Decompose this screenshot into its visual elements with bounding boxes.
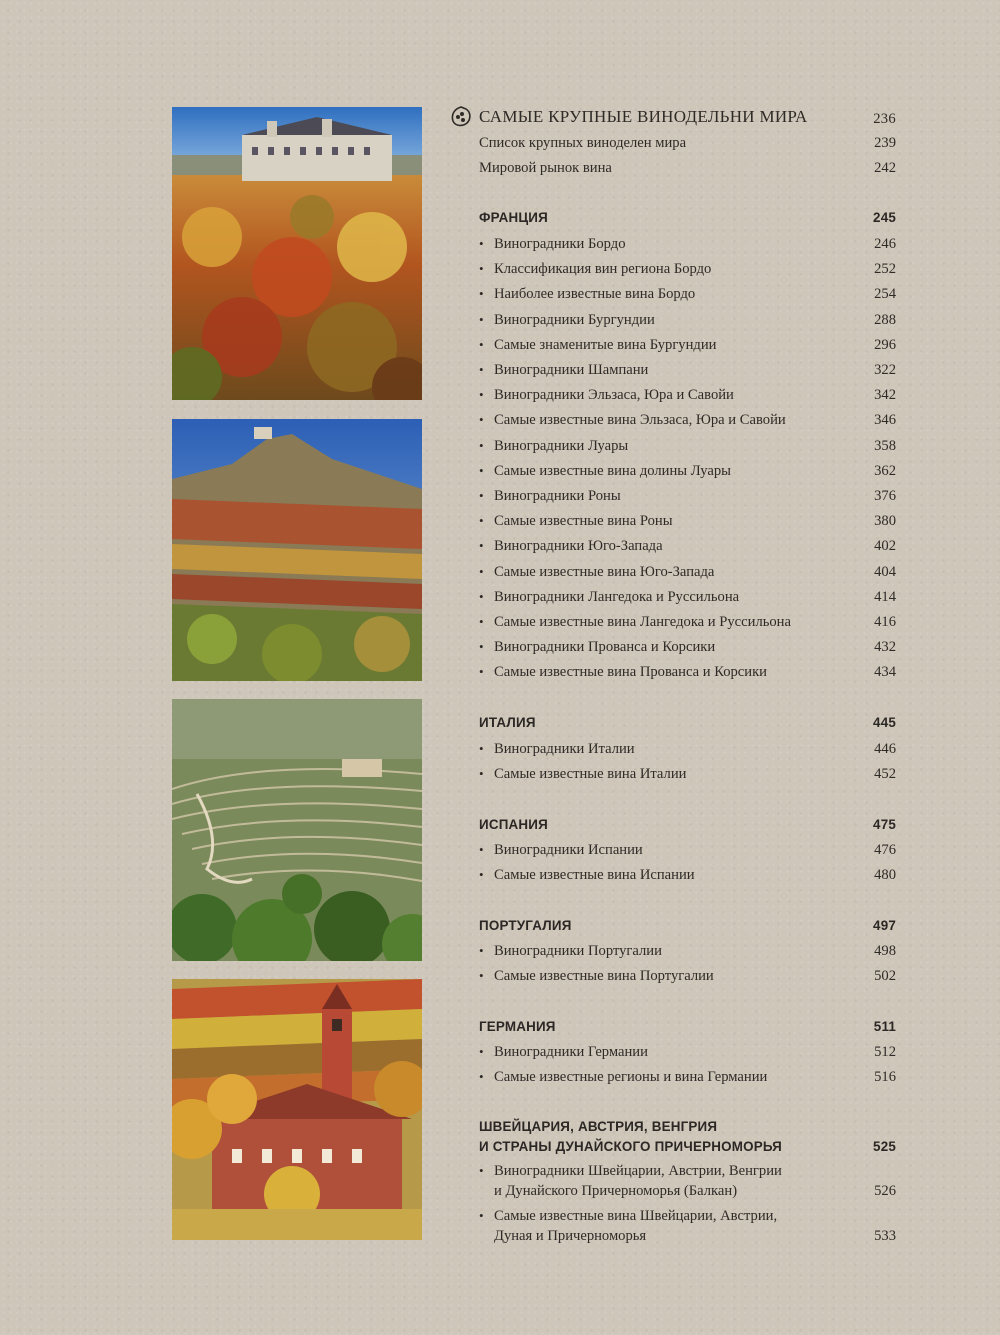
- toc-entry[interactable]: [449, 613, 896, 631]
- toc-label: Самые известные вина долины Луары: [494, 462, 731, 479]
- toc-entry[interactable]: [449, 588, 896, 606]
- bullet: •: [479, 336, 484, 352]
- vine-leaf-icon: [449, 106, 473, 128]
- toc-entry[interactable]: [449, 134, 896, 152]
- toc-entry[interactable]: [449, 1207, 896, 1245]
- toc-page-number: 346: [874, 412, 896, 429]
- toc-page-number: 512: [874, 1044, 896, 1060]
- toc-label-line1: Виноградники Швейцарии, Австрии, Венгрии: [494, 1163, 782, 1179]
- toc-label: Виноградники Луары: [494, 437, 629, 454]
- toc-page-number: 432: [874, 639, 896, 656]
- toc-label: Самые известные вина Италии: [494, 766, 687, 782]
- toc-entry[interactable]: [449, 361, 896, 379]
- toc-entry[interactable]: [449, 437, 896, 455]
- section-page-number: 245: [873, 210, 896, 225]
- bullet: •: [479, 1163, 484, 1178]
- toc-entry[interactable]: [449, 311, 896, 329]
- toc-entry[interactable]: [449, 336, 896, 354]
- section-page-number: 475: [873, 817, 896, 832]
- toc-page-number: 434: [874, 664, 896, 681]
- toc-label: Мировой рынок вина: [479, 160, 612, 176]
- toc-label: Самые известные вина Португалии: [494, 968, 714, 984]
- toc-page-number: 404: [874, 563, 896, 580]
- toc-page-number: 476: [874, 842, 896, 858]
- toc-label: Список крупных виноделен мира: [479, 135, 687, 151]
- toc-label: Самые известные вина Лангедока и Руссильона: [494, 614, 791, 630]
- section-title: ФРАНЦИЯ: [479, 210, 548, 225]
- bullet: •: [479, 842, 484, 857]
- toc-entry[interactable]: [449, 411, 896, 429]
- toc-entry[interactable]: [449, 866, 896, 884]
- section-title: ГЕРМАНИЯ: [479, 1019, 556, 1034]
- toc-page-number: 242: [874, 160, 896, 176]
- toc-page-number: 246: [874, 236, 896, 252]
- toc-page-number: 533: [874, 1228, 896, 1244]
- toc-section-heading-portugal[interactable]: [449, 917, 896, 935]
- toc-page-number: 516: [874, 1069, 896, 1085]
- toc-label: Самые известные вина Роны: [494, 513, 673, 530]
- toc-entry[interactable]: [449, 1043, 896, 1061]
- photo-terraced-vineyard: [172, 699, 422, 961]
- photo-hill-vineyard: [172, 419, 422, 681]
- toc-label: Виноградники Эльзаса, Юра и Савойи: [494, 387, 734, 404]
- section-page-number: 525: [873, 1139, 896, 1154]
- toc-entry[interactable]: [449, 487, 896, 505]
- bullet: •: [479, 1208, 484, 1223]
- toc-page-number: 480: [874, 867, 896, 883]
- section-page-number: 497: [873, 918, 896, 933]
- section-page-number: 445: [873, 715, 896, 730]
- toc-page-number: 254: [874, 286, 896, 303]
- toc-label-line2: и Дунайского Причерноморья (Балкан): [494, 1183, 738, 1199]
- toc-page-number: 288: [874, 311, 896, 328]
- section-title-line2: И СТРАНЫ ДУНАЙСКОГО ПРИЧЕРНОМОРЬЯ: [479, 1139, 782, 1154]
- toc-entry[interactable]: [449, 942, 896, 960]
- toc-section-heading-italy[interactable]: [449, 714, 896, 732]
- bullet: •: [479, 261, 484, 277]
- toc-label: Самые известные регионы и вина Германии: [494, 1069, 768, 1085]
- bullet: •: [479, 286, 484, 302]
- section-title-line1: ШВЕЙЦАРИЯ, АВСТРИЯ, ВЕНГРИЯ: [479, 1119, 718, 1134]
- toc-entry[interactable]: [449, 967, 896, 985]
- toc-label: Виноградники Бургундии: [494, 311, 655, 328]
- toc-page-number: 362: [874, 462, 896, 479]
- toc-label: Виноградники Роны: [494, 488, 621, 504]
- toc-entry[interactable]: [449, 563, 896, 581]
- photo-chateau-vineyard: [172, 107, 422, 400]
- bullet: •: [479, 741, 484, 756]
- toc-page-number: 498: [874, 943, 896, 959]
- toc-section-heading-germany[interactable]: [449, 1018, 896, 1036]
- bullet: •: [479, 488, 484, 503]
- toc-label: Виноградники Германии: [494, 1044, 648, 1060]
- bullet: •: [479, 664, 484, 680]
- toc-page-number: 239: [874, 135, 896, 151]
- section-title: ПОРТУГАЛИЯ: [479, 918, 572, 933]
- toc-label: Виноградники Испании: [494, 842, 643, 858]
- bullet: •: [479, 968, 484, 983]
- toc-section-heading-danube[interactable]: [449, 1118, 896, 1156]
- bullet: •: [479, 513, 484, 529]
- toc-page-number: 322: [874, 362, 896, 378]
- toc-entry[interactable]: [449, 235, 896, 253]
- toc-page-number: 358: [874, 437, 896, 454]
- bullet: •: [479, 1069, 484, 1084]
- toc-page-number: 252: [874, 261, 896, 278]
- toc-section-heading-france[interactable]: [449, 209, 896, 227]
- toc-page-number: 416: [874, 614, 896, 630]
- toc-entry[interactable]: [449, 462, 896, 480]
- bullet: •: [479, 412, 484, 428]
- photo-church-vineyard: [172, 979, 422, 1240]
- toc-entry[interactable]: [449, 765, 896, 783]
- toc-page-number: 380: [874, 513, 896, 530]
- bullet: •: [479, 614, 484, 629]
- toc-page-number: 236: [873, 111, 896, 127]
- toc-entry[interactable]: [449, 512, 896, 530]
- bullet: •: [479, 387, 484, 403]
- toc-label-line2: Дуная и Причерноморья: [494, 1228, 647, 1244]
- toc-page-number: 376: [874, 488, 896, 504]
- toc-label: САМЫЕ КРУПНЫЕ ВИНОДЕЛЬНИ МИРА: [479, 107, 808, 126]
- toc-entry[interactable]: [449, 386, 896, 404]
- toc-page-number: 296: [874, 336, 896, 353]
- toc-page-number: 446: [874, 741, 896, 757]
- bullet: •: [479, 943, 484, 958]
- bullet: •: [479, 462, 484, 478]
- toc-page-number: 342: [874, 387, 896, 404]
- toc-entry[interactable]: [449, 638, 896, 656]
- toc-label: Наиболее известные вина Бордо: [494, 286, 696, 303]
- toc-entry[interactable]: [449, 1162, 896, 1200]
- bullet: •: [479, 236, 484, 251]
- toc-label: Самые известные вина Испании: [494, 867, 695, 883]
- bullet: •: [479, 362, 484, 377]
- toc-entry[interactable]: [449, 740, 896, 758]
- toc-label: Виноградники Бордо: [494, 236, 626, 252]
- bullet: •: [479, 563, 484, 579]
- toc-page-number: 452: [874, 766, 896, 782]
- toc-entry[interactable]: [449, 159, 896, 177]
- toc-label: Классификация вин региона Бордо: [494, 261, 712, 278]
- toc-label: Самые известные вина Юго-Запада: [494, 563, 715, 580]
- toc-label: Виноградники Португалии: [494, 943, 662, 959]
- section-title: ИТАЛИЯ: [479, 715, 536, 730]
- toc-label: Самые известные вина Эльзаса, Юра и Савойи: [494, 412, 786, 429]
- toc-page-number: 402: [874, 538, 896, 555]
- bullet: •: [479, 766, 484, 781]
- bullet: •: [479, 437, 484, 453]
- toc-section-heading-spain[interactable]: [449, 816, 896, 834]
- bullet: •: [479, 538, 484, 554]
- toc-label: Виноградники Прованса и Корсики: [494, 639, 716, 656]
- toc-label: Виноградники Шампани: [494, 362, 649, 378]
- toc-entry[interactable]: [449, 841, 896, 859]
- toc-entry[interactable]: [449, 537, 896, 555]
- toc-label: Виноградники Юго-Запада: [494, 538, 663, 555]
- section-title: ИСПАНИЯ: [479, 817, 548, 832]
- toc-page-number: 414: [874, 588, 896, 605]
- toc-entry[interactable]: [449, 663, 896, 681]
- toc-page-number: 526: [874, 1183, 896, 1199]
- bullet: •: [479, 588, 484, 604]
- toc-label-line1: Самые известные вина Швейцарии, Австрии,: [494, 1208, 778, 1224]
- bullet: •: [479, 867, 484, 882]
- toc-entry[interactable]: [449, 260, 896, 278]
- section-page-number: 511: [873, 1019, 896, 1034]
- toc-label: Виноградники Лангедока и Руссильона: [494, 588, 740, 605]
- toc-label: Самые знаменитые вина Бургундии: [494, 336, 717, 353]
- toc-entry[interactable]: [449, 285, 896, 303]
- bullet: •: [479, 639, 484, 655]
- toc-label: Самые известные вина Прованса и Корсики: [494, 664, 767, 681]
- toc-entry-largest-wineries[interactable]: [449, 106, 896, 128]
- toc-entry[interactable]: [449, 1068, 896, 1086]
- bullet: •: [479, 1044, 484, 1059]
- toc-page-number: 502: [874, 968, 896, 984]
- toc-label: Виноградники Италии: [494, 741, 635, 757]
- bullet: •: [479, 311, 484, 327]
